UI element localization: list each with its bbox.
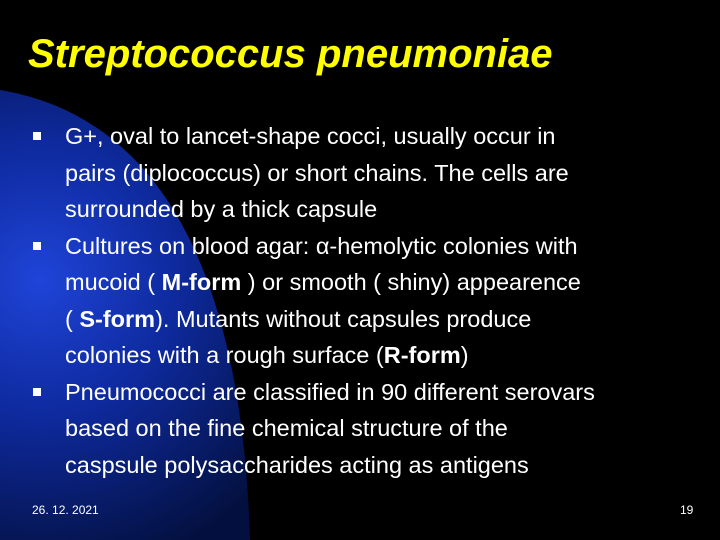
square-bullet-icon <box>33 242 41 250</box>
r-form-term: R-form <box>383 342 461 368</box>
square-bullet-icon <box>33 132 41 140</box>
bullet-item-1 <box>0 118 695 228</box>
bullet-3-line-3: caspsule polysaccharides acting as antigens <box>65 451 529 478</box>
slide-title: Streptococcus pneumoniae <box>28 32 553 76</box>
s-form-term: S-form <box>79 305 156 332</box>
bullet-2-line-2: mucoid ( M-form ) or smooth ( shiny) appearence <box>65 269 581 295</box>
bullet-3-line-2: based on the fine chemical structure of the <box>65 415 508 441</box>
bullet-item-3 <box>0 374 695 484</box>
square-bullet-icon <box>33 388 41 396</box>
bullet-list <box>0 118 695 483</box>
bullet-1-line-3: surrounded by a thick capsule <box>65 196 378 222</box>
bullet-item-2 <box>0 228 695 374</box>
bullet-2-line-1: Cultures on blood agar: α-hemolytic colonies with <box>65 232 578 259</box>
bullet-2-line-3: ( S-form). Mutants without capsules produce <box>65 305 532 332</box>
footer-date: 26. 12. 2021 <box>32 503 99 517</box>
bullet-1-line-2: pairs (diplococcus) or short chains. The cells are <box>65 159 569 186</box>
bullet-2-line-4: colonies with a rough surface (R-form) <box>65 342 469 368</box>
footer-page-number: 19 <box>680 503 694 517</box>
m-form-term: M-form <box>161 269 242 295</box>
bullet-3-line-1: Pneumococci are classified in 90 different serovars <box>65 378 595 405</box>
bullet-1-line-1: G+, oval to lancet-shape cocci, usually occur in <box>65 123 556 149</box>
